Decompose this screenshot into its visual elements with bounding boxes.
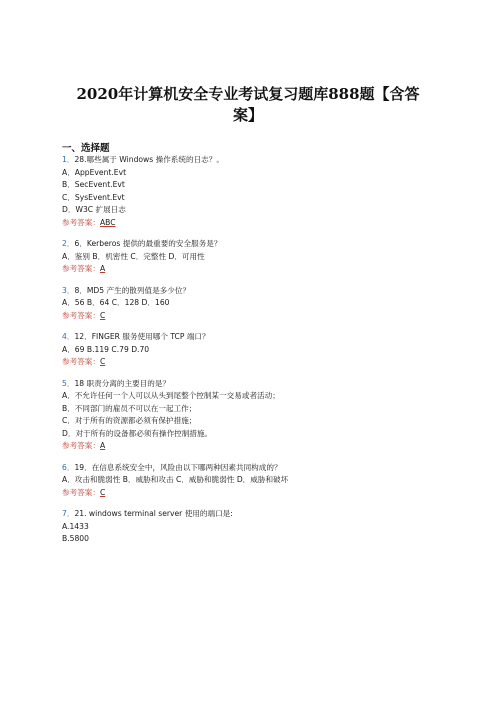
question-option: A．不允许任何一个人可以从头到尾整个控制某一交易或者活动； bbox=[62, 391, 280, 400]
answer-label: 参考答案： bbox=[62, 310, 100, 320]
question-option: B．不同部门的雇员不可以在一起工作； bbox=[62, 403, 197, 413]
question-block bbox=[62, 238, 442, 276]
question-stem bbox=[62, 508, 442, 521]
question-number: 5． bbox=[62, 378, 75, 388]
question-option: A．AppEvent.Evt bbox=[62, 167, 127, 177]
question-stem bbox=[62, 238, 442, 251]
answer-label: 参考答案： bbox=[62, 217, 100, 227]
question-block bbox=[62, 154, 442, 229]
question-text: 18 职责分离的主要目的是？ bbox=[74, 378, 171, 388]
question-option: B．SecEvent.Evt bbox=[62, 180, 125, 189]
answer-line bbox=[62, 310, 442, 323]
question-block bbox=[62, 285, 442, 323]
question-option: A．56 B．64 C．128 D．160 bbox=[62, 298, 170, 307]
answer-line bbox=[62, 356, 442, 369]
answer-label: 参考答案： bbox=[62, 357, 100, 366]
question-option: A．鉴别 B．机密性 C．完整性 D．可用性 bbox=[62, 251, 205, 261]
question-stem bbox=[62, 462, 442, 475]
title-line-2: 案】 bbox=[232, 106, 263, 124]
question-number: 3． bbox=[62, 285, 75, 295]
document-title bbox=[60, 84, 436, 126]
question-stem bbox=[62, 285, 442, 298]
answer-line bbox=[62, 263, 442, 276]
question-stem bbox=[62, 331, 442, 344]
question-option: A．69 B.119 C.79 D.70 bbox=[62, 344, 150, 354]
answer-label: 参考答案： bbox=[62, 264, 100, 273]
question-option: A.1433 bbox=[62, 521, 89, 531]
answer-value: C bbox=[99, 310, 106, 320]
answer-value: C bbox=[99, 357, 106, 366]
answer-line bbox=[62, 217, 442, 230]
question-number: 4． bbox=[62, 332, 75, 341]
section-heading: 一、选择题 bbox=[62, 143, 110, 154]
question-option: B.5800 bbox=[62, 534, 89, 543]
answer-value: A bbox=[99, 264, 106, 273]
answer-value: C bbox=[99, 487, 106, 497]
question-number: 1． bbox=[62, 155, 75, 164]
answer-line bbox=[62, 487, 442, 500]
question-text: 8．MD5 产生的散列值是多少位？ bbox=[74, 285, 191, 295]
question-number: 6． bbox=[62, 462, 75, 472]
question-text: 21. windows terminal server 使用的端口是: bbox=[74, 509, 233, 518]
question-block bbox=[62, 462, 442, 500]
question-option: C．SysEvent.Evt bbox=[62, 192, 125, 202]
question-text: 28.哪些属于 Windows 操作系统的日志？。 bbox=[74, 155, 224, 164]
question-stem bbox=[62, 154, 442, 167]
answer-label: 参考答案： bbox=[62, 487, 100, 497]
answer-value: A bbox=[99, 441, 106, 450]
title-line-1: 2020年计算机安全专业考试复习题库888题【含答 bbox=[76, 85, 420, 103]
question-number: 2． bbox=[62, 239, 75, 248]
answer-label: 参考答案： bbox=[62, 441, 100, 450]
question-option: D．W3C 扩展日志 bbox=[62, 205, 126, 214]
question-option: C．对于所有的资源都必须有保护措施； bbox=[62, 416, 197, 425]
question-block bbox=[62, 331, 442, 369]
question-block bbox=[62, 508, 442, 546]
question-text: 12．FINGER 服务使用哪个 TCP 端口？ bbox=[74, 332, 210, 341]
question-text: 19．在信息系统安全中，风险由以下哪两种因素共同构成的？ bbox=[74, 462, 282, 472]
answer-value: ABC bbox=[99, 217, 116, 227]
question-number: 7． bbox=[62, 509, 75, 518]
question-option: D．对于所有的设备都必须有操作控制措施。 bbox=[62, 428, 213, 438]
question-text: 6．Kerberos 提供的最重要的安全服务是？ bbox=[74, 239, 222, 248]
question-block bbox=[62, 378, 442, 453]
answer-line bbox=[62, 440, 442, 453]
question-stem bbox=[62, 378, 442, 391]
question-list bbox=[62, 154, 442, 546]
question-option: A．攻击和脆弱性 B．威胁和攻击 C．威胁和脆弱性 D．威胁和破坏 bbox=[62, 475, 289, 484]
